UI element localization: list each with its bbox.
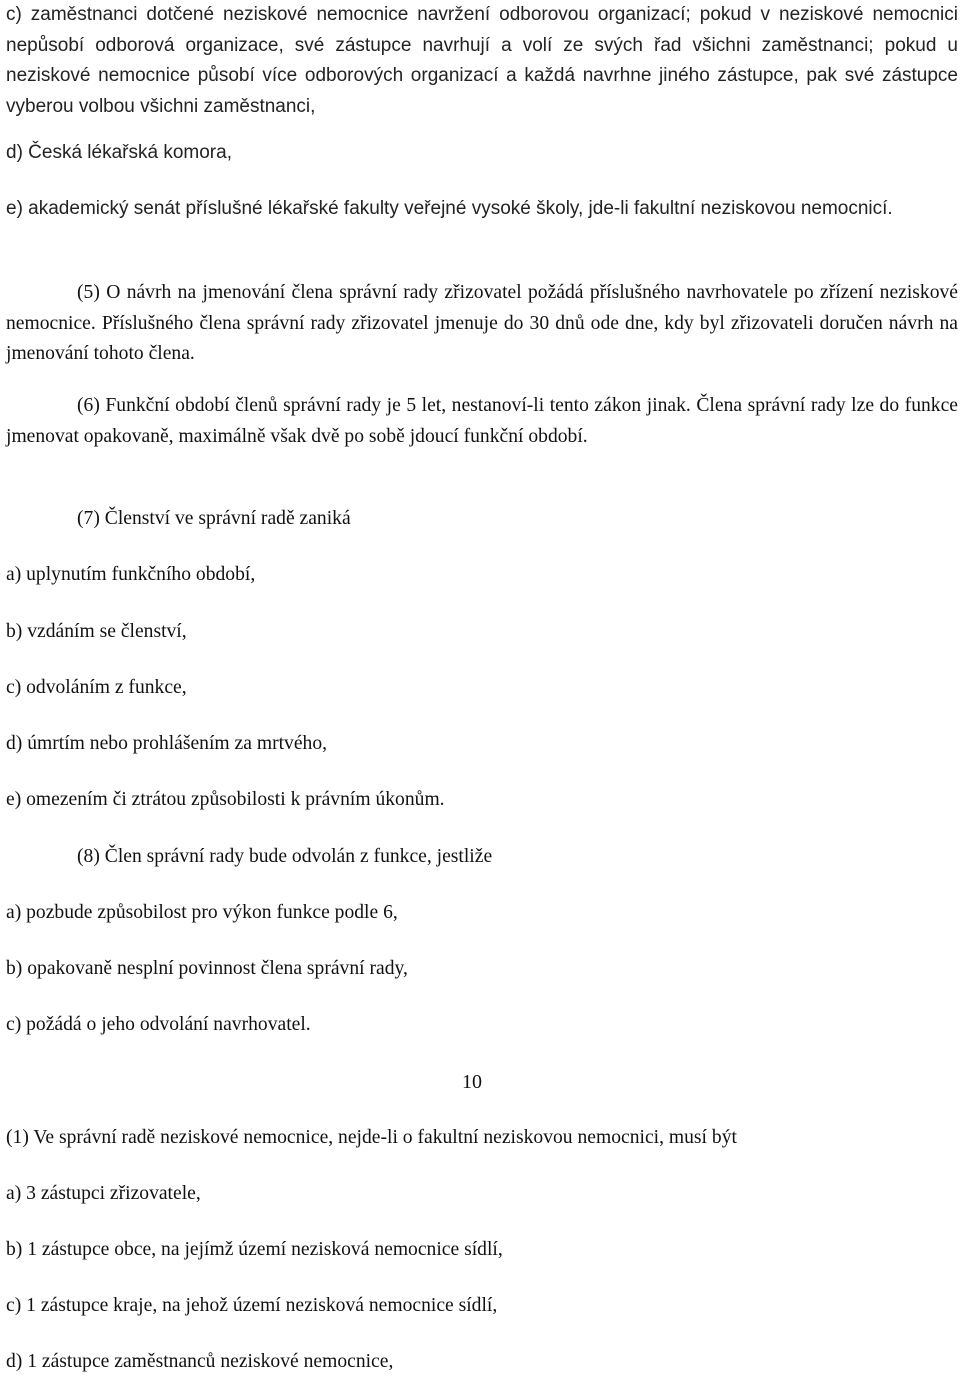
paragraph-8: (8) Člen správní rady bude odvolán z funkce, jestliže — [77, 846, 493, 867]
paragraph-5: (5) O návrh na jmenování člena správní rady zřizovatel požádá příslušného navrhovatele po zřízení neziskové nemocnice. Příslušného člena správní rady zřizovatel jmenuje do 30 dnů ode dne, kdy byl zřizovateli doručen návrh na jmenování tohoto člena. — [6, 282, 958, 364]
section-heading: 10 — [462, 1071, 482, 1093]
list-item: b) vzdáním se členství, — [6, 621, 187, 642]
paragraph-6: (6) Funkční období členů správní rady je 5 let, nestanoví-li tento zákon jinak. Člena správní rady lze do funkce jmenovat opakovaně, maximálně však dvě po sobě jdoucí funkční období. — [6, 395, 958, 447]
list-item: b) opakovaně nesplní povinnost člena správní rady, — [6, 958, 408, 979]
list-item: a) 3 zástupci zřizovatele, — [6, 1183, 201, 1204]
paragraph-e-academic-senate: e) akademický senát příslušné lékařské fakulty veřejné vysoké školy, jde-li fakultní neziskovou nemocnicí. — [6, 198, 893, 219]
list-item: a) uplynutím funkčního období, — [6, 564, 256, 585]
list-item: d) 1 zástupce zaměstnanců neziskové nemocnice, — [6, 1351, 394, 1372]
section-paragraph-1: (1) Ve správní radě neziskové nemocnice, nejde-li o fakultní neziskovou nemocnici, musí být — [6, 1127, 737, 1148]
list-item: d) úmrtím nebo prohlášením za mrtvého, — [6, 733, 328, 754]
list-item: a) pozbude způsobilost pro výkon funkce podle 6, — [6, 902, 398, 923]
paragraph-d-medical-chamber: d) Česká lékařská komora, — [6, 142, 232, 163]
list-item: c) odvoláním z funkce, — [6, 677, 187, 698]
paragraph-c-employees: c) zaměstnanci dotčené neziskové nemocnice navržení odborovou organizací; pokud v neziskové nemocnici nepůsobí odborová organizace, své zástupce navrhují a volí ze svých řad všichni zaměstnanci; pokud u neziskové nemocnice působí více odborových organizací a každá navrhne jiného zástupce, pak své zástupce vyberou volbou všichni zaměstnanci, — [6, 4, 958, 117]
paragraph-7: (7) Členství ve správní radě zaniká — [77, 508, 351, 529]
list-item: c) 1 zástupce kraje, na jehož území nezisková nemocnice sídlí, — [6, 1295, 498, 1316]
list-item: c) požádá o jeho odvolání navrhovatel. — [6, 1014, 311, 1035]
list-item: e) omezením či ztrátou způsobilosti k právním úkonům. — [6, 789, 445, 810]
list-item: b) 1 zástupce obce, na jejímž území nezisková nemocnice sídlí, — [6, 1239, 503, 1260]
